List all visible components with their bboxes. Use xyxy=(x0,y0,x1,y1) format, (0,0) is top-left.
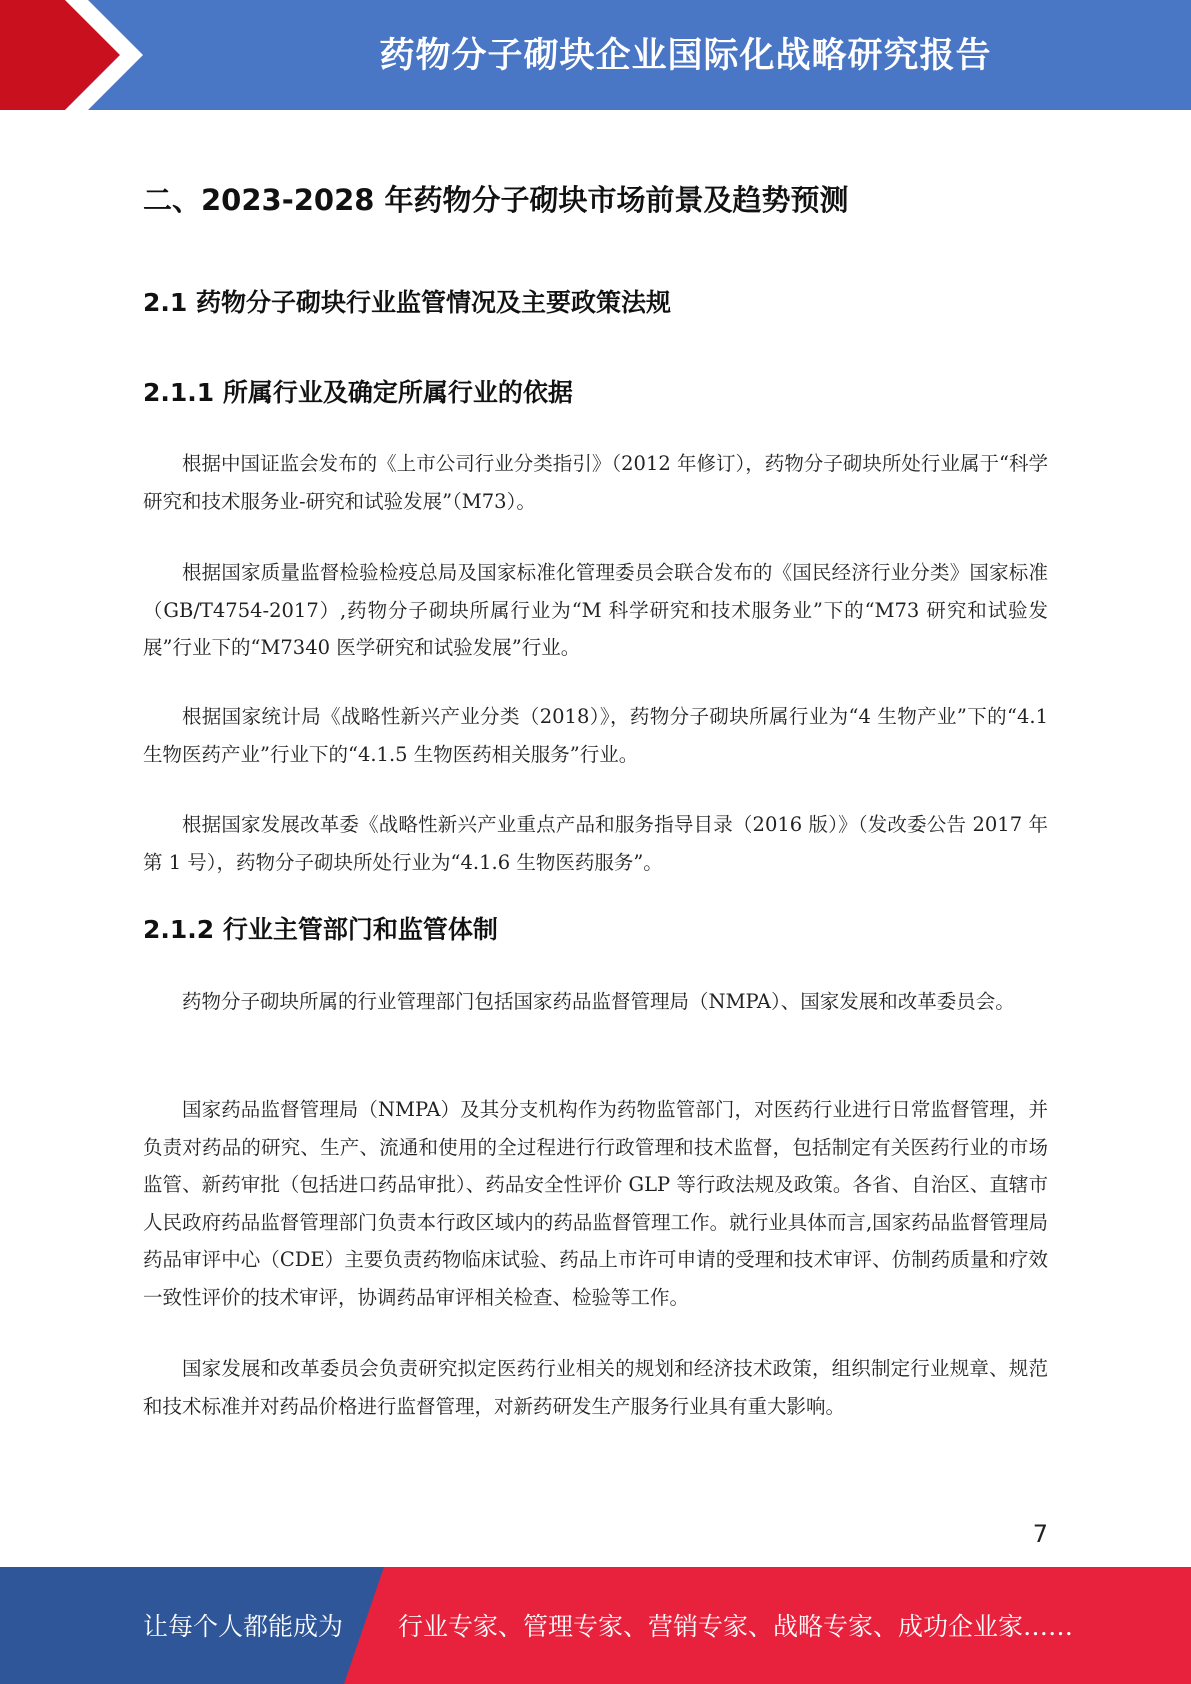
report-title: 药物分子砌块企业国际化战略研究报告 xyxy=(379,36,992,76)
paragraph-7: 国家发展和改革委员会负责研究拟定医药行业相关的规划和经济技术政策，组织制定行业规章、规范和技术标准并对药品价格进行监督管理，对新药研发生产服务行业具有重大影响。 xyxy=(143,1357,1048,1418)
paragraph-5: 药物分子砌块所属的行业管理部门包括国家药品监督管理局（NMPA）、国家发展和改革委员会。 xyxy=(182,990,1015,1013)
paragraph-1: 根据中国证监会发布的《上市公司行业分类指引》（2012 年修订），药物分子砌块所处行业属于“科学研究和技术服务业-研究和试验发展”（M73）。 xyxy=(143,452,1048,513)
paragraph-2: 根据国家质量监督检验检疫总局及国家标准化管理委员会联合发布的《国民经济行业分类》国家标准（GB/T4754-2017）,药物分子砌块所属行业为“M 科学研究和技术服务业”下的“M73 研究和试验发展”行业下的“M7340 医学研究和试验发展”行业。 xyxy=(143,561,1048,659)
subsection-heading-2-1-2: 2.1.2 行业主管部门和监管体制 xyxy=(143,915,498,944)
section-heading-2-1: 2.1 药物分子砌块行业监管情况及主要政策法规 xyxy=(143,288,671,317)
page-number: 7 xyxy=(1032,1520,1048,1548)
footer-slogan-right: 行业专家、管理专家、营销专家、战略专家、成功企业家…… xyxy=(398,1612,1074,1641)
chapter-heading: 二、2023-2028 年药物分子砌块市场前景及趋势预测 xyxy=(143,183,849,217)
paragraph-4: 根据国家发展改革委《战略性新兴产业重点产品和服务指导目录（2016 版）》（发改委公告 2017 年第 1 号），药物分子砌块所处行业为“4.1.6 生物医药服务”。 xyxy=(143,813,1048,874)
page-footer xyxy=(0,1567,1191,1684)
paragraph-6: 国家药品监督管理局（NMPA）及其分支机构作为药物监管部门，对医药行业进行日常监督管理，并负责对药品的研究、生产、流通和使用的全过程进行行政管理和技术监督，包括制定有关医药行业的市场监管、新药审批（包括进口药品审批）、药品安全性评价 GLP 等行政法规及政策。各省、自治区、直辖市人民政府药品监督管理部门负责本行政区域内的药品监督管理工作。就行业具体而言,国家药品监督管理局药品审评中心（CDE）主要负责药物临床试验、药品上市许可申请的受理和技术审评、仿制药质量和疗效一致性评价的技术审评，协调药品审评相关检查、检验等工作。 xyxy=(143,1098,1048,1309)
paragraph-3: 根据国家统计局《战略性新兴产业分类（2018）》，药物分子砌块所属行业为“4 生物产业”下的“4.1 生物医药产业”行业下的“4.1.5 生物医药相关服务”行业。 xyxy=(143,705,1048,766)
page-header xyxy=(0,0,1191,110)
subsection-heading-2-1-1: 2.1.1 所属行业及确定所属行业的依据 xyxy=(143,378,573,407)
header-chevron-decoration xyxy=(0,0,200,110)
footer-slogan-left: 让每个人都能成为 xyxy=(143,1612,344,1641)
